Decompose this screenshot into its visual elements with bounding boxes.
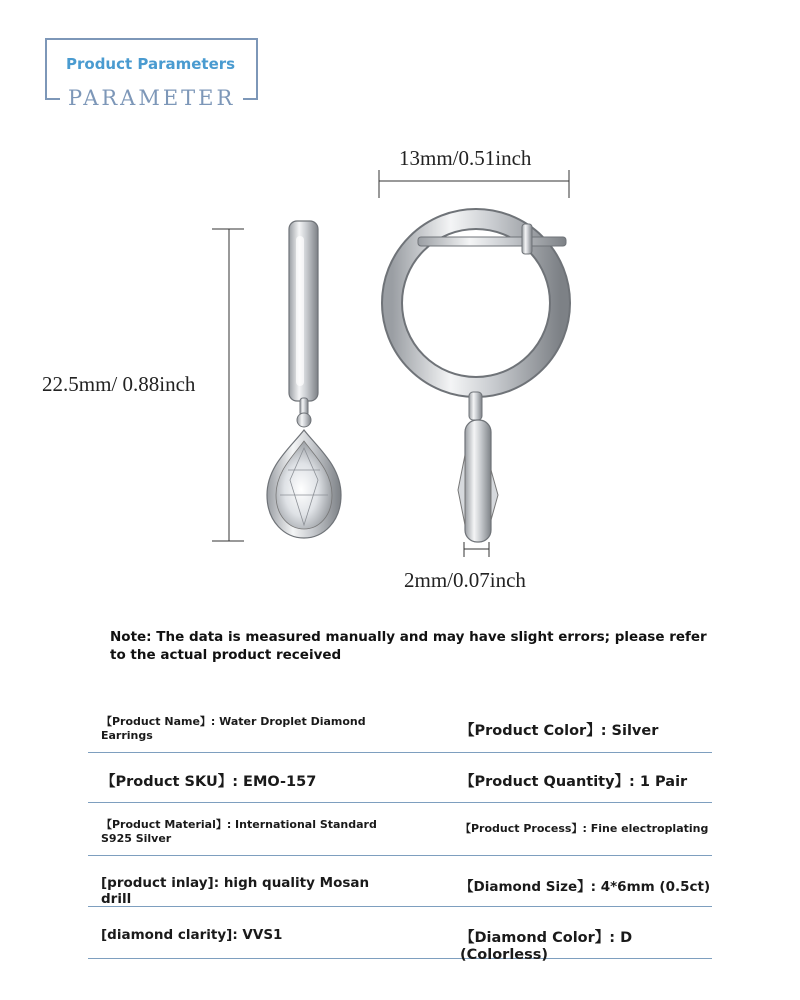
spec-product-material: 【Product Material】: International Standard S925 Silver	[101, 818, 377, 845]
spec-product-process: 【Product Process】: Fine electroplating	[460, 822, 709, 835]
spec-product-sku: 【Product SKU】: EMO-157	[101, 774, 317, 790]
height-label: 22.5mm/ 0.88inch	[42, 372, 196, 396]
width-dimension-line	[379, 170, 569, 198]
width-label: 13mm/0.51inch	[399, 146, 532, 170]
earring-side-view	[392, 219, 566, 542]
spec-diamond-clarity: [diamond clarity]: VVS1	[101, 927, 283, 943]
spec-row	[88, 702, 712, 753]
spec-product-name: 【Product Name】: Water Droplet Diamond Earrings	[101, 715, 366, 742]
spec-row	[88, 803, 712, 856]
spec-table	[88, 702, 712, 963]
height-dimension-line	[212, 229, 244, 541]
spec-product-inlay: [product inlay]: high quality Mosan drill	[101, 875, 370, 907]
spec-row	[88, 753, 712, 803]
spec-diamond-color: 【Diamond Color】: D (Colorless)	[460, 930, 633, 963]
spec-row	[88, 856, 712, 907]
thickness-label: 2mm/0.07inch	[404, 568, 526, 592]
spec-diamond-size: 【Diamond Size】: 4*6mm (0.5ct)	[460, 879, 711, 895]
earring-front-view	[267, 221, 341, 538]
measurement-note: Note: The data is measured manually and may have slight errors; please refer to the actual product received	[110, 629, 707, 663]
spec-product-color: 【Product Color】: Silver	[460, 723, 659, 739]
spec-row	[88, 907, 712, 963]
header-subtitle: PARAMETER	[60, 86, 243, 110]
spec-product-quantity: 【Product Quantity】: 1 Pair	[460, 774, 688, 790]
header-title: Product Parameters	[66, 55, 236, 73]
thickness-dimension-line	[464, 542, 489, 557]
